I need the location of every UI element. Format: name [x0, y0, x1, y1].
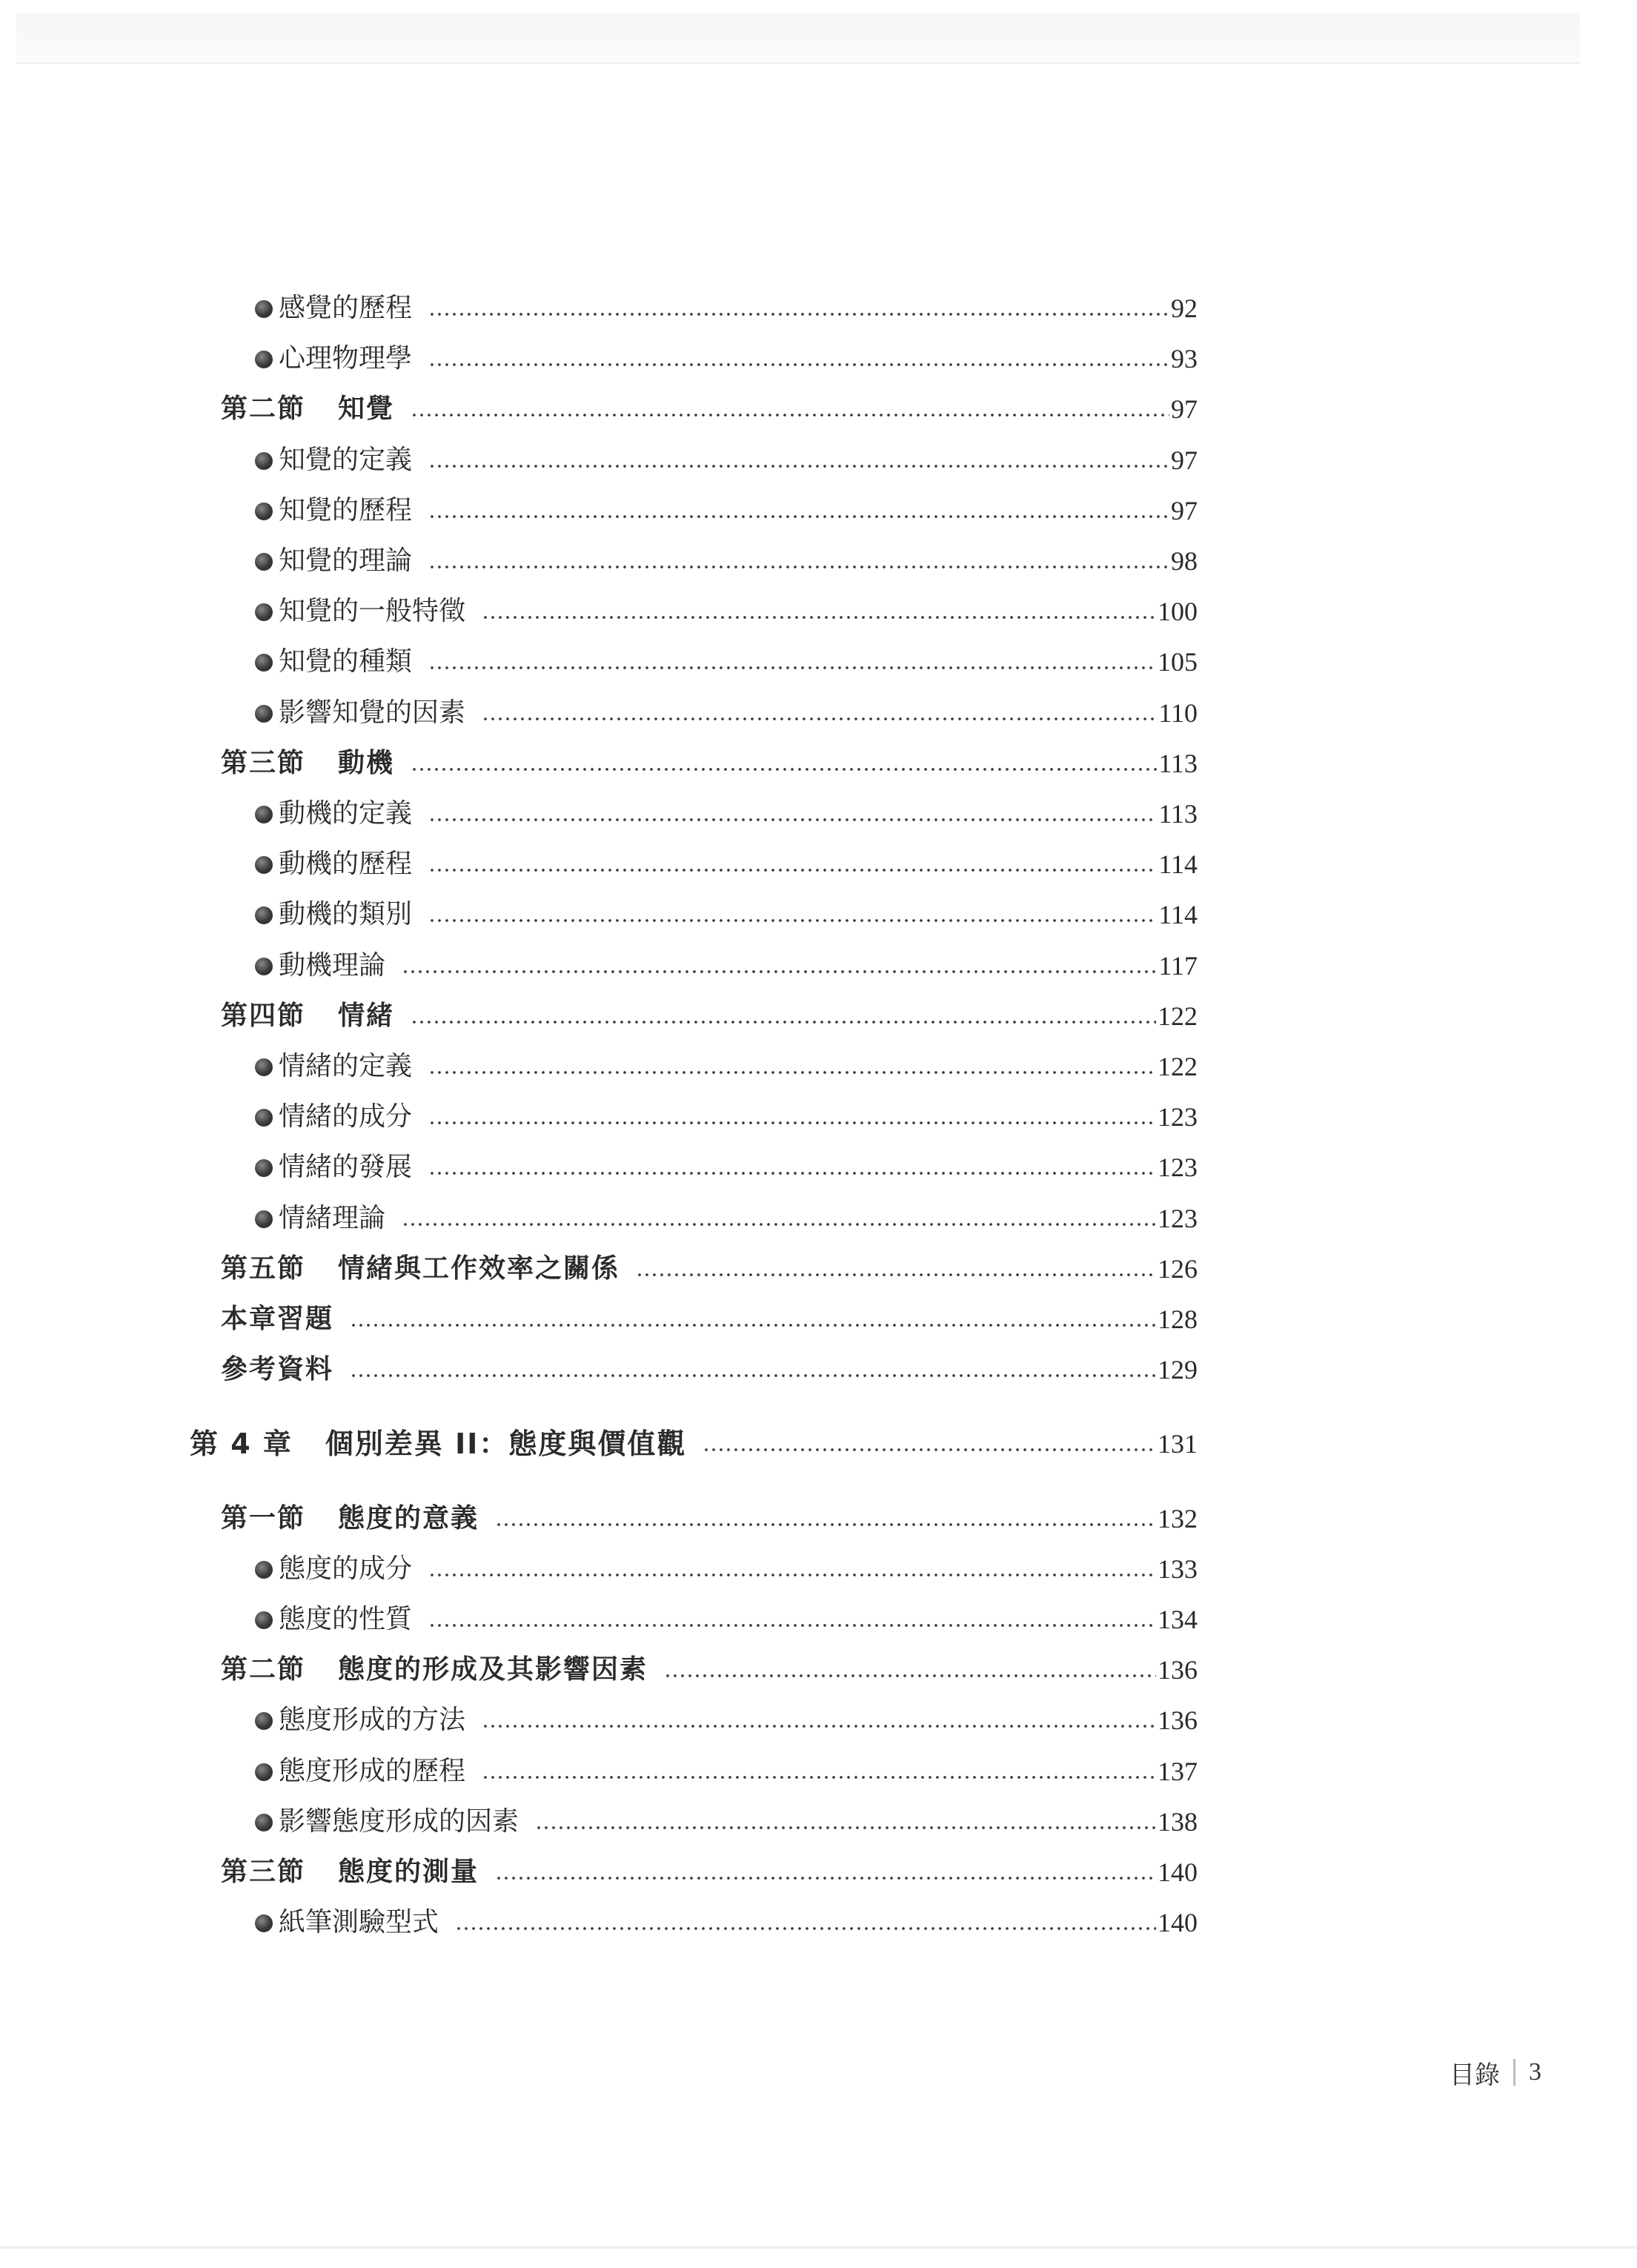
toc-item[interactable]: [255, 843, 1198, 885]
toc-entry-text: 動機的定義: [279, 798, 413, 829]
toc-page-number: 126: [1158, 1254, 1198, 1284]
toc-page-number: 98: [1171, 546, 1198, 576]
toc-page-number: 122: [1158, 1052, 1198, 1081]
toc-entry-title: [255, 793, 428, 835]
bullet-icon: [255, 958, 273, 975]
toc-item[interactable]: [255, 1147, 1198, 1188]
toc-page-number: 113: [1158, 799, 1198, 829]
toc-page-number: 136: [1158, 1655, 1198, 1685]
section-label: 第三節: [221, 1857, 306, 1887]
bullet-icon: [255, 1109, 273, 1127]
section-title: 知覺: [338, 394, 395, 424]
bullet-icon: [255, 300, 273, 318]
toc-item[interactable]: [255, 793, 1198, 835]
dot-leader: [703, 1445, 1156, 1454]
toc-entry-text: 態度形成的歷程: [279, 1756, 466, 1786]
dot-leader: [636, 1270, 1156, 1279]
toc-entry-text: 情緒的成分: [279, 1101, 413, 1132]
bullet-icon: [255, 503, 273, 520]
toc-section[interactable]: [221, 1649, 1198, 1691]
dot-leader: [411, 765, 1157, 774]
dot-leader: [428, 663, 1156, 672]
toc-item[interactable]: [255, 490, 1198, 531]
toc-entry-text: 態度的成分: [279, 1554, 413, 1584]
toc-page-number: 140: [1158, 1908, 1198, 1937]
toc-item[interactable]: [255, 540, 1198, 582]
section-label: 第四節: [221, 1001, 306, 1031]
toc-entry-title: [255, 641, 428, 683]
toc-item[interactable]: [255, 1096, 1198, 1138]
bullet-icon: [255, 906, 273, 924]
toc-entry-text: 知覺的定義: [279, 445, 413, 475]
toc-entry-title: [221, 1299, 350, 1340]
toc-page-number: 128: [1158, 1304, 1198, 1334]
dot-leader: [482, 613, 1156, 622]
toc-item[interactable]: [255, 1046, 1198, 1087]
toc-entry-title: [255, 945, 402, 987]
dot-leader: [411, 411, 1169, 420]
toc-entry-title: [255, 843, 428, 885]
section-title: 情緒: [338, 1001, 395, 1031]
section-title: 參考資料: [221, 1354, 334, 1385]
bullet-icon: [255, 1561, 273, 1579]
dot-leader: [482, 1722, 1156, 1731]
toc-page-number: 113: [1158, 749, 1198, 778]
toc-entry-title: [255, 338, 428, 379]
section-title: 動機: [338, 748, 395, 778]
toc-page-number: 105: [1158, 647, 1198, 677]
section-title: 態度的形成及其影響因素: [338, 1654, 648, 1685]
dot-leader: [455, 1924, 1156, 1933]
toc-entry-text: 動機的類別: [279, 899, 413, 929]
toc-item[interactable]: [255, 945, 1198, 987]
toc-entry-title: [255, 288, 428, 329]
dot-leader: [428, 916, 1157, 925]
toc-entry-title: [221, 1248, 636, 1290]
toc-chapter[interactable]: [190, 1423, 1198, 1465]
toc-item[interactable]: [255, 1599, 1198, 1640]
toc-page-number: 132: [1158, 1504, 1198, 1533]
toc-entry-text: 情緒理論: [279, 1203, 386, 1233]
dot-leader: [428, 1621, 1156, 1630]
section-title: 情緒與工作效率之關係: [338, 1253, 620, 1284]
toc-page-number: 97: [1171, 445, 1198, 475]
toc-entry-text: 影響態度形成的因素: [279, 1806, 519, 1837]
toc-entry-title: [255, 1751, 482, 1792]
bullet-icon: [255, 1763, 273, 1781]
footer-label: 目錄: [1450, 2060, 1500, 2090]
section-title: 態度的測量: [338, 1857, 479, 1887]
toc-entry-title: [255, 1700, 482, 1741]
toc-section[interactable]: [221, 1248, 1198, 1290]
bullet-icon: [255, 1712, 273, 1730]
dot-leader: [428, 1169, 1156, 1178]
toc-entry-title: [255, 1599, 428, 1640]
toc-entry-text: 心理物理學: [279, 343, 413, 374]
toc-entry-title: [255, 894, 428, 935]
toc-entry-title: [255, 1801, 535, 1843]
bullet-icon: [255, 856, 273, 874]
toc-section[interactable]: [221, 743, 1198, 784]
page-footer: [1378, 2052, 1541, 2093]
toc-page-number: 93: [1171, 344, 1198, 374]
toc-section[interactable]: [221, 1851, 1198, 1893]
toc-page-number: 133: [1158, 1554, 1198, 1584]
toc-page-number: 97: [1171, 496, 1198, 525]
toc-entry-title: [221, 995, 411, 1037]
bullet-icon: [255, 806, 273, 823]
toc-page-number: 97: [1171, 394, 1198, 424]
section-label: 第一節: [221, 1503, 306, 1533]
toc-entry-text: 態度的性質: [279, 1604, 413, 1634]
dot-leader: [428, 563, 1169, 571]
toc-page-number: 123: [1158, 1204, 1198, 1233]
dot-leader: [428, 866, 1157, 875]
toc-entry-title: [255, 1096, 428, 1138]
toc-page-number: 138: [1158, 1807, 1198, 1837]
section-label: 第二節: [221, 1654, 306, 1685]
toc-page-number: 92: [1171, 294, 1198, 323]
toc-entry-title: [255, 1548, 428, 1590]
dot-leader: [402, 967, 1157, 976]
dot-leader: [535, 1823, 1156, 1832]
toc-page-number: 140: [1158, 1857, 1198, 1887]
toc-item[interactable]: [255, 1801, 1198, 1843]
toc-page-number: 114: [1158, 849, 1198, 879]
dot-leader: [495, 1874, 1156, 1883]
toc-entry-title: [255, 591, 482, 632]
toc-entry-text: 動機理論: [279, 950, 386, 981]
toc-entry-title: [255, 540, 428, 582]
dot-leader: [428, 1118, 1156, 1127]
toc-entry-text: 影響知覺的因素: [279, 697, 466, 728]
toc-entry-title: [221, 1498, 495, 1539]
toc-entry-title: [221, 388, 411, 430]
toc-section[interactable]: [221, 388, 1198, 430]
dot-leader: [664, 1671, 1156, 1680]
toc-page-number: 131: [1158, 1429, 1198, 1459]
toc-section[interactable]: [221, 1498, 1198, 1539]
dot-leader: [428, 462, 1169, 471]
toc-item[interactable]: [255, 440, 1198, 481]
dot-leader: [350, 1371, 1156, 1380]
section-title: 態度的意義: [338, 1503, 479, 1533]
toc-entry-text: 感覺的歷程: [279, 293, 413, 323]
toc-page-number: 137: [1158, 1757, 1198, 1786]
section-label: 第二節: [221, 394, 306, 424]
toc-entry-text: 知覺的歷程: [279, 495, 413, 525]
toc-item[interactable]: [255, 1751, 1198, 1792]
toc-entry-text: 知覺的一般特徵: [279, 596, 466, 626]
toc-entry-title: [255, 692, 482, 734]
toc-page-number: 129: [1158, 1355, 1198, 1385]
section-label: 第五節: [221, 1253, 306, 1284]
dot-leader: [428, 815, 1157, 824]
section-label: 第三節: [221, 748, 306, 778]
toc-page-number: 134: [1158, 1605, 1198, 1634]
chapter-title: 個別差異 II：態度與價值觀: [325, 1428, 687, 1460]
bullet-icon: [255, 452, 273, 470]
bullet-icon: [255, 1159, 273, 1177]
toc-entry-text: 動機的歷程: [279, 849, 413, 879]
dot-leader: [411, 1018, 1156, 1027]
toc-entry-title: [255, 1902, 455, 1943]
dot-leader: [350, 1321, 1156, 1330]
toc-entry-text: 情緒的發展: [279, 1152, 413, 1182]
dot-leader: [428, 1068, 1156, 1077]
bullet-icon: [255, 1210, 273, 1228]
toc-item[interactable]: [255, 1548, 1198, 1590]
toc-item[interactable]: [255, 1700, 1198, 1741]
dot-leader: [428, 310, 1169, 319]
toc-item[interactable]: [255, 1198, 1198, 1239]
toc-item[interactable]: [255, 591, 1198, 632]
dot-leader: [495, 1520, 1156, 1529]
toc-page-number: 117: [1158, 951, 1198, 981]
toc-entry-text: 情緒的定義: [279, 1051, 413, 1081]
toc-item[interactable]: [255, 338, 1198, 379]
toc-page-number: 123: [1158, 1153, 1198, 1182]
toc-page-number: 123: [1158, 1102, 1198, 1132]
bullet-icon: [255, 553, 273, 571]
toc-page-number: 100: [1158, 597, 1198, 626]
bullet-icon: [255, 603, 273, 621]
toc-entry-title: [255, 1198, 402, 1239]
toc-entry-text: 態度形成的方法: [279, 1705, 466, 1735]
toc-page-number: 110: [1158, 698, 1198, 728]
page-number: 3: [1529, 2058, 1541, 2086]
toc-item[interactable]: [255, 692, 1198, 734]
footer-divider: [1513, 2059, 1515, 2086]
toc-entry-text: 知覺的理論: [279, 546, 413, 576]
toc-entry-title: [221, 1649, 664, 1691]
toc-entry-title: [221, 1851, 495, 1893]
toc-page-number: 114: [1158, 900, 1198, 929]
toc-entry-title: [221, 1349, 350, 1390]
toc-section[interactable]: [221, 1299, 1198, 1340]
section-title: 本章習題: [221, 1304, 334, 1334]
toc-page-number: 122: [1158, 1001, 1198, 1031]
toc-entry-text: 知覺的種類: [279, 646, 413, 677]
chapter-label: 第 4 章: [190, 1428, 293, 1460]
toc-entry-title: [255, 1147, 428, 1188]
dot-leader: [428, 360, 1169, 369]
dot-leader: [482, 1773, 1156, 1782]
bullet-icon: [255, 1611, 273, 1629]
toc-entry-title: [255, 490, 428, 531]
toc-page-number: 136: [1158, 1705, 1198, 1735]
bullet-icon: [255, 705, 273, 723]
toc-entry-text: 紙筆測驗型式: [279, 1907, 439, 1937]
toc-entry-title: [255, 440, 428, 481]
bullet-icon: [255, 1914, 273, 1932]
toc-item[interactable]: [255, 894, 1198, 935]
toc-entry-title: [221, 743, 411, 784]
bullet-icon: [255, 654, 273, 672]
dot-leader: [482, 714, 1157, 723]
dot-leader: [428, 512, 1169, 521]
bullet-icon: [255, 351, 273, 368]
bullet-icon: [255, 1814, 273, 1831]
toc-item[interactable]: [255, 641, 1198, 683]
toc-entry-title: [255, 1046, 428, 1087]
toc-section[interactable]: [221, 1349, 1198, 1390]
toc-item[interactable]: [255, 288, 1198, 329]
dot-leader: [428, 1571, 1156, 1579]
toc-item[interactable]: [255, 1902, 1198, 1943]
toc-entry-title: [190, 1423, 703, 1465]
bullet-icon: [255, 1058, 273, 1076]
toc-section[interactable]: [221, 995, 1198, 1037]
dot-leader: [402, 1220, 1156, 1229]
